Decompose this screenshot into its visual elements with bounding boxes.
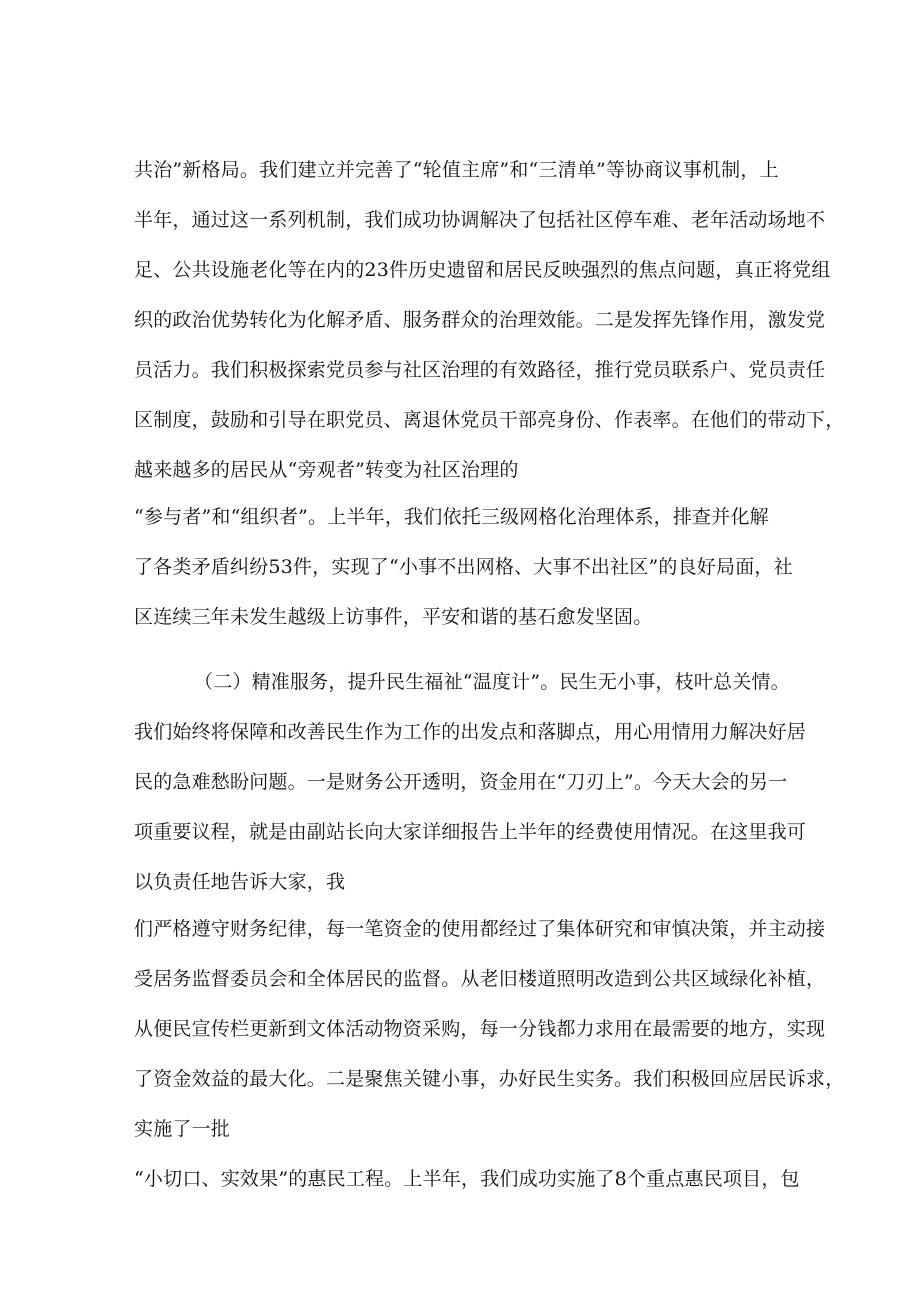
section-heading: （二）精准服务，提升民生福祉“温度计”。民生无小事，枝叶总关情。: [194, 671, 790, 693]
text-line: 区制度，鼓励和引导在职党员、离退休党员干部亮身份、作表率。在他们的带动下，: [134, 409, 845, 431]
text-line: 共治”新格局。我们建立并完善了“轮值主席”和“三清单”等协商议事机制，上: [134, 159, 779, 181]
text-line: 实施了一批: [134, 1118, 231, 1140]
text-line: 越来越多的居民从“旁观者”转变为社区治理的: [134, 459, 519, 481]
text-line: 织的政治优势转化为化解矛盾、服务群众的治理效能。二是发挥先锋作用，激发党: [134, 309, 826, 331]
text-line: “小切口、实效果”的惠民工程。上半年，我们成功实施了8个重点惠民项目，包: [134, 1168, 800, 1190]
text-line: 以负责任地告诉大家，我: [134, 871, 346, 893]
text-line: 受居务监督委员会和全体居民的监督。从老旧楼道照明改造到公共区域绿化补植，: [134, 968, 826, 990]
text-line: 员活力。我们积极探索党员参与社区治理的有效路径，推行党员联系户、党员责任: [134, 359, 826, 381]
text-line: 我们始终将保障和改善民生作为工作的出发点和落脚点，用心用情用力解决好居: [134, 721, 807, 743]
text-line: 民的急难愁盼问题。一是财务公开透明，资金用在“刀刃上”。今天大会的另一: [134, 771, 788, 793]
text-line: 了各类矛盾纠纷53件，实现了“小事不出网格、大事不出社区”的良好局面，社: [134, 556, 793, 578]
text-line: 了资金效益的最大化。二是聚焦关键小事，办好民生实务。我们积极回应居民诉求，: [134, 1068, 845, 1090]
text-line: 从便民宣传栏更新到文体活动物资采购，每一分钱都力求用在最需要的地方，实现: [134, 1018, 826, 1040]
text-line: 项重要议程，就是由副站长向大家详细报告上半年的经费使用情况。在这里我可: [134, 821, 807, 843]
text-line: 区连续三年未发生越级上访事件，平安和谐的基石愈发坚固。: [134, 606, 653, 628]
text-line: “参与者”和“组织者”。上半年，我们依托三级网格化治理体系，排查并化解: [134, 506, 769, 528]
text-line: 足、公共设施老化等在内的23件历史遗留和居民反映强烈的焦点问题，真正将党组: [134, 259, 831, 281]
text-line: 们严格遵守财务纪律，每一笔资金的使用都经过了集体研究和审慎决策，并主动接: [134, 918, 826, 940]
text-line: 半年，通过这一系列机制，我们成功协调解决了包括社区停车难、老年活动场地不: [134, 209, 826, 231]
